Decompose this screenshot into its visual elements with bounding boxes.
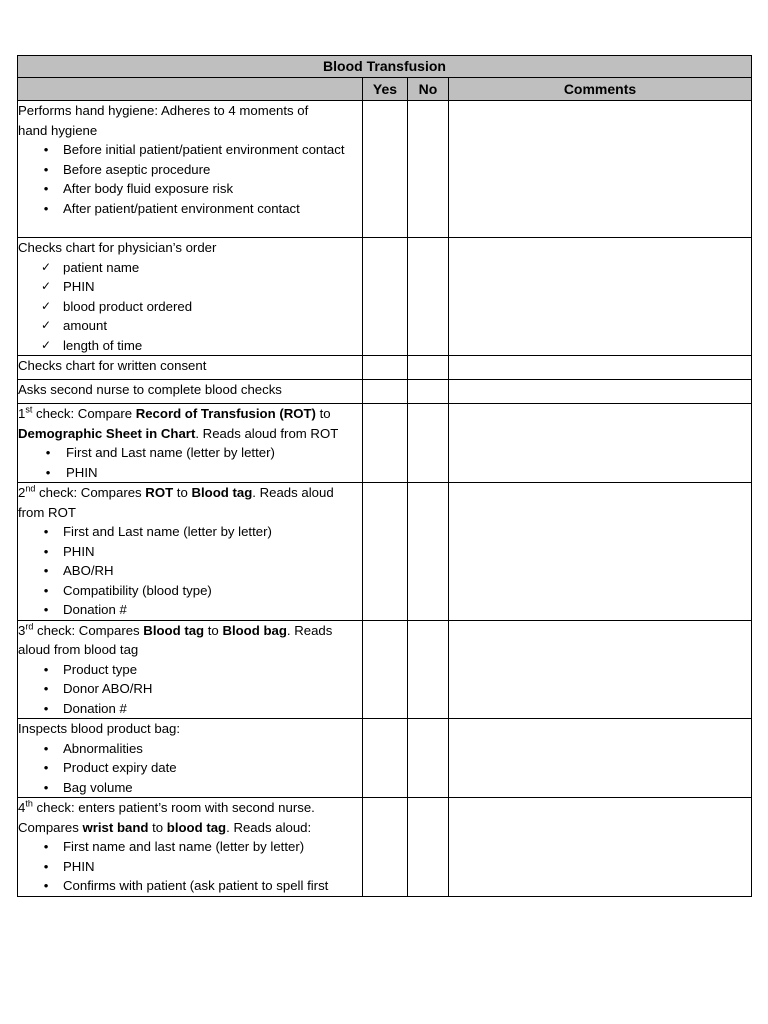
- table-row: [18, 404, 752, 483]
- task-text: 4th check: enters patient’s room with second nurse.: [18, 798, 315, 815]
- table-row: [18, 798, 752, 897]
- list-item: • After patient/patient environment contact: [18, 199, 362, 219]
- bullet-icon: •: [43, 760, 49, 775]
- yes-cell[interactable]: [363, 719, 408, 798]
- yes-cell[interactable]: [363, 483, 408, 621]
- list-item: • Confirms with patient (ask patient to spell first: [18, 876, 362, 896]
- bullet-icon: •: [43, 602, 49, 617]
- list-item: • Donor ABO/RH: [18, 679, 362, 699]
- yes-cell[interactable]: [363, 101, 408, 238]
- table-title-row: [18, 56, 752, 78]
- task-text: Asks second nurse to complete blood checks: [18, 382, 282, 397]
- list-item: ✓ blood product ordered: [18, 297, 362, 317]
- blood-transfusion-checklist: [17, 55, 752, 897]
- checkmark-icon: ✓: [40, 337, 52, 352]
- yes-cell[interactable]: [363, 356, 408, 380]
- list-item: • Donation #: [18, 600, 362, 620]
- task-text: Performs hand hygiene: Adheres to 4 moments of: [18, 103, 309, 118]
- table-row: [18, 483, 752, 621]
- bullet-icon: •: [45, 464, 51, 480]
- list-item: • Donation #: [18, 699, 362, 719]
- bullet-icon: •: [43, 161, 49, 177]
- list-item: • PHIN: [18, 542, 362, 562]
- bullet-list: [18, 522, 362, 620]
- bullet-icon: •: [43, 543, 49, 559]
- bullet-icon: •: [43, 142, 49, 157]
- table-row: [18, 238, 752, 356]
- list-item: • Product type: [18, 660, 362, 680]
- list-item: ✓ PHIN: [18, 277, 362, 297]
- bullet-icon: •: [43, 681, 49, 696]
- comments-cell[interactable]: [449, 798, 752, 897]
- task-text: hand hygiene: [18, 122, 98, 138]
- list-item: ✓ patient name: [18, 258, 362, 278]
- comments-cell[interactable]: [449, 356, 752, 380]
- task-cell: [18, 483, 363, 621]
- list-item: • ABO/RH: [18, 561, 362, 581]
- list-item: • Abnormalities: [18, 739, 362, 759]
- bullet-icon: •: [43, 524, 49, 539]
- list-item: • Before aseptic procedure: [18, 160, 362, 180]
- task-text: 2nd check: Compares ROT to Blood tag. Reads aloud: [18, 483, 334, 500]
- bullet-list: [18, 660, 362, 719]
- task-cell: [18, 620, 363, 719]
- comments-cell[interactable]: [449, 404, 752, 483]
- task-text: 3rd check: Compares Blood tag to Blood bag. Reads: [18, 621, 333, 638]
- yes-cell[interactable]: [363, 798, 408, 897]
- table-row: [18, 620, 752, 719]
- list-item: • PHIN: [18, 463, 362, 483]
- table-row: [18, 101, 752, 238]
- bullet-icon: •: [43, 582, 49, 598]
- comments-column-header: Comments: [449, 78, 752, 101]
- no-cell[interactable]: [408, 238, 449, 356]
- no-cell[interactable]: [408, 101, 449, 238]
- bullet-icon: •: [45, 445, 51, 460]
- no-cell[interactable]: [408, 798, 449, 897]
- yes-cell[interactable]: [363, 380, 408, 404]
- task-text: from ROT: [18, 504, 76, 520]
- comments-cell[interactable]: [449, 238, 752, 356]
- bullet-icon: •: [43, 839, 49, 854]
- bullet-icon: •: [43, 563, 49, 578]
- task-column-header: [18, 78, 363, 101]
- comments-cell[interactable]: [449, 719, 752, 798]
- no-column-header: No: [408, 78, 449, 101]
- task-text: Demographic Sheet in Chart. Reads aloud from ROT: [18, 425, 339, 441]
- bullet-list: [18, 443, 362, 482]
- list-item: • First and Last name (letter by letter): [18, 522, 362, 542]
- bullet-icon: •: [43, 661, 49, 677]
- bullet-icon: •: [43, 740, 49, 756]
- yes-column-header: Yes: [363, 78, 408, 101]
- task-text: Inspects blood product bag:: [18, 721, 181, 736]
- task-cell: [18, 101, 363, 238]
- list-item: • Compatibility (blood type): [18, 581, 362, 601]
- task-text: Checks chart for written consent: [18, 358, 207, 373]
- list-item: • First and Last name (letter by letter): [18, 443, 362, 463]
- list-item: ✓ length of time: [18, 336, 362, 356]
- task-cell: [18, 798, 363, 897]
- no-cell[interactable]: [408, 356, 449, 380]
- no-cell[interactable]: [408, 380, 449, 404]
- checkmark-list: [18, 258, 362, 356]
- no-cell[interactable]: [408, 719, 449, 798]
- list-item: ✓ amount: [18, 316, 362, 336]
- column-header-row: [18, 78, 752, 101]
- checkmark-icon: ✓: [40, 298, 52, 313]
- task-text: Checks chart for physician’s order: [18, 240, 217, 255]
- task-cell: [18, 404, 363, 483]
- bullet-list: [18, 739, 362, 798]
- bullet-icon: •: [43, 878, 49, 893]
- comments-cell[interactable]: [449, 380, 752, 404]
- table-row: [18, 380, 752, 404]
- comments-cell[interactable]: [449, 620, 752, 719]
- list-item: • After body fluid exposure risk: [18, 179, 362, 199]
- comments-cell[interactable]: [449, 483, 752, 621]
- task-cell: [18, 719, 363, 798]
- no-cell[interactable]: [408, 620, 449, 719]
- table-title: Blood Transfusion: [18, 56, 752, 78]
- bullet-icon: •: [43, 700, 49, 716]
- task-text: aloud from blood tag: [18, 642, 139, 657]
- list-item: • First name and last name (letter by letter): [18, 837, 362, 857]
- yes-cell[interactable]: [363, 620, 408, 719]
- checkmark-icon: ✓: [40, 259, 52, 274]
- task-cell: [18, 356, 363, 380]
- checkmark-icon: ✓: [40, 279, 52, 293]
- table-row: [18, 719, 752, 798]
- checkmark-icon: ✓: [40, 318, 52, 332]
- task-cell: [18, 380, 363, 404]
- task-cell: [18, 238, 363, 356]
- bullet-icon: •: [43, 779, 49, 795]
- no-cell[interactable]: [408, 404, 449, 483]
- list-item: • Product expiry date: [18, 758, 362, 778]
- task-text: Compares wrist band to blood tag. Reads aloud:: [18, 819, 312, 835]
- yes-cell[interactable]: [363, 404, 408, 483]
- bullet-icon: •: [43, 181, 49, 196]
- list-item: • PHIN: [18, 857, 362, 877]
- bullet-list: [18, 140, 362, 218]
- bullet-icon: •: [43, 200, 49, 216]
- comments-cell[interactable]: [449, 101, 752, 238]
- task-text: 1st check: Compare Record of Transfusion (ROT) to: [18, 404, 331, 421]
- no-cell[interactable]: [408, 483, 449, 621]
- yes-cell[interactable]: [363, 238, 408, 356]
- bullet-icon: •: [43, 858, 49, 874]
- list-item: • Before initial patient/patient environment contact: [18, 140, 362, 160]
- table-row: [18, 356, 752, 380]
- list-item: • Bag volume: [18, 778, 362, 798]
- bullet-list: [18, 837, 362, 896]
